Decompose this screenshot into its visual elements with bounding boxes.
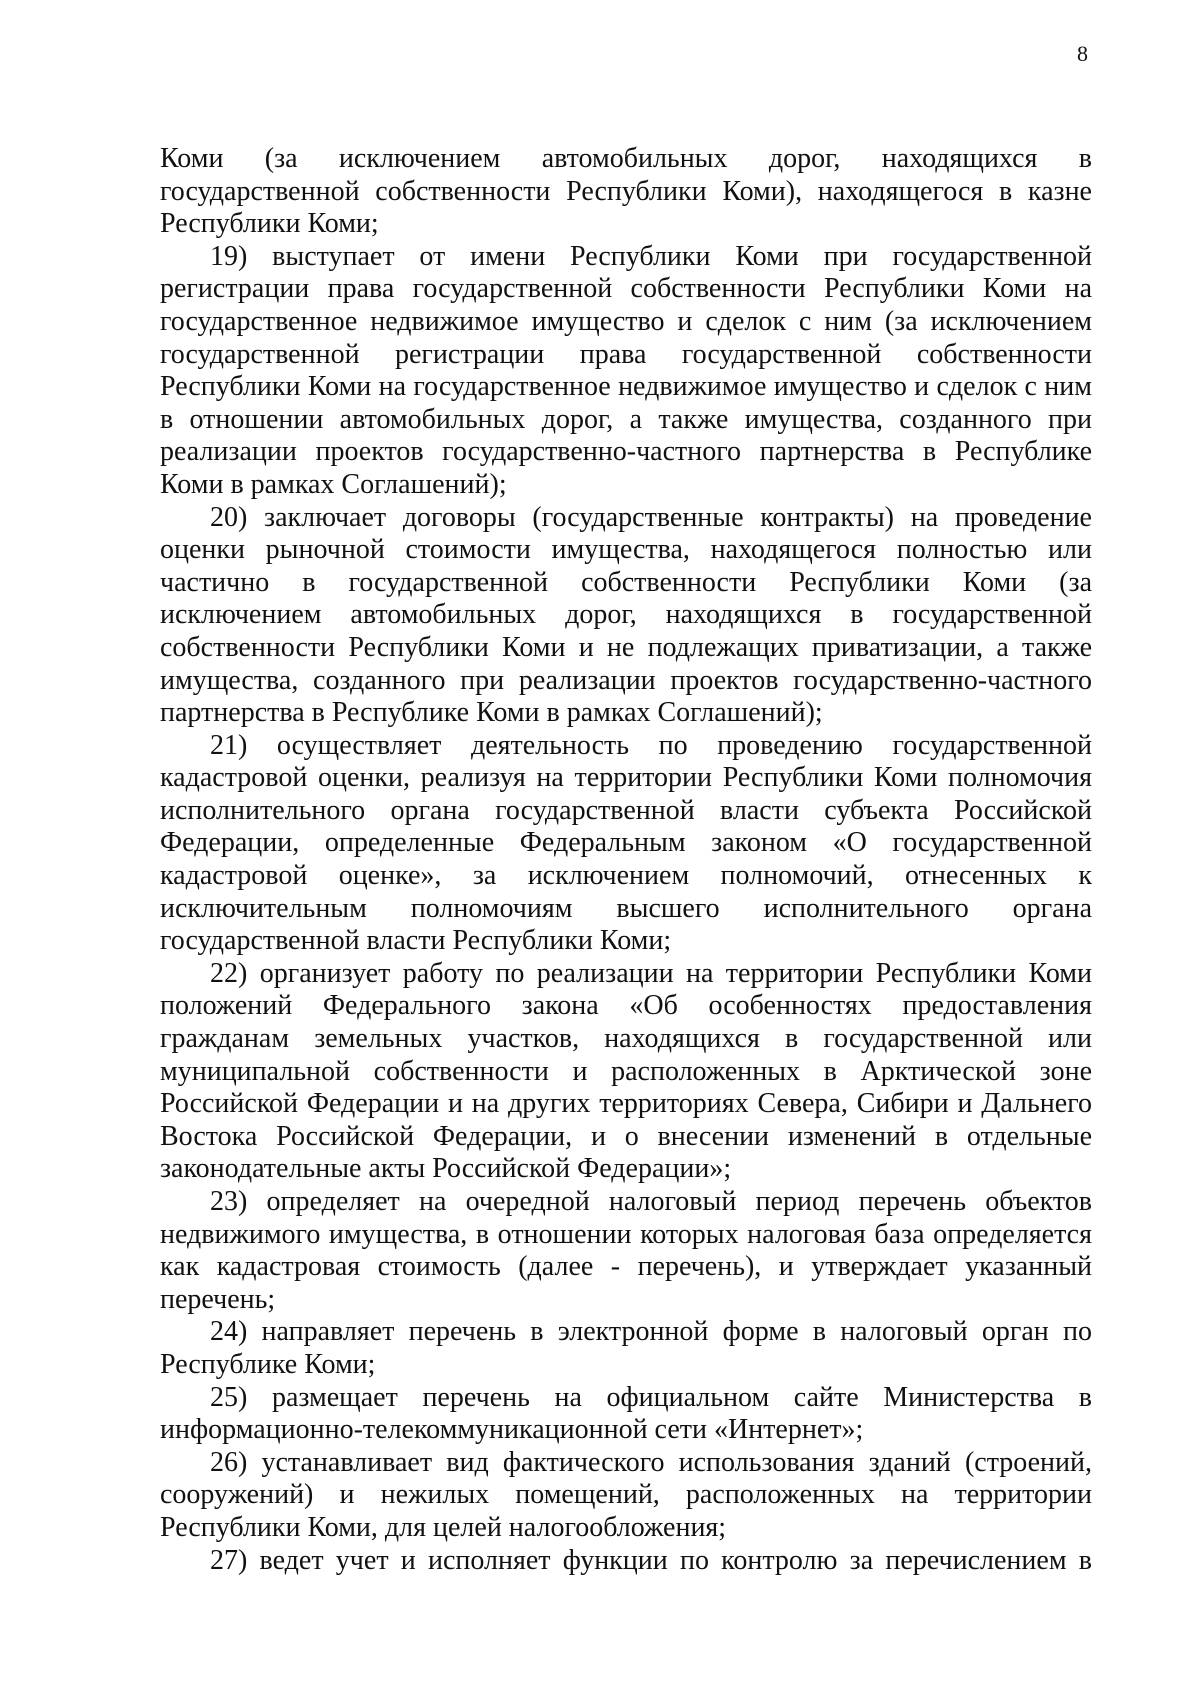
paragraph-item-21: 21) осуществляет деятельность по проведению государственной кадастровой оценки, реализуя на территории Республики Коми полномочия исполнительного органа государственной власти субъекта Российской Федерации, определенные Федеральным законом «О государственной кадастровой оценке», за исключением полномочий, отнесенных к исключительным полномочиям высшего исполнительного органа государственной власти Республики Коми;: [160, 729, 1092, 957]
paragraph-item-27: 27) ведет учет и исполняет функции по контролю за перечислением в: [210, 1544, 1092, 1576]
paragraph-item-20: 20) заключает договоры (государственные контракты) на проведение оценки рыночной стоимости имущества, находящегося полностью или частично в государственной собственности Республики Коми (за исключением автомобильных дорог, находящихся в государственной собственности Республики Коми и не подлежащих приватизации, а также имущества, созданного при реализации проектов государственно-частного партнерства в Республике Коми в рамках Соглашений);: [160, 501, 1092, 729]
paragraph-item-22: 22) организует работу по реализации на территории Республики Коми положений Федерального закона «Об особенностях предоставления гражданам земельных участков, находящихся в государственной или муниципальной собственности и расположенных в Арктической зоне Российской Федерации и на других территориях Севера, Сибири и Дальнего Востока Российской Федерации, и о внесении изменений в отдельные законодательные акты Российской Федерации»;: [160, 957, 1092, 1185]
paragraph-item-25: 25) размещает перечень на официальном сайте Министерства в информационно-телекоммуникационной сети «Интернет»;: [160, 1381, 1092, 1446]
page-number: 8: [1077, 41, 1088, 66]
paragraph-item-19: 19) выступает от имени Республики Коми при государственной регистрации права государственной собственности Республики Коми на государственное недвижимое имущество и сделок с ним (за исключением государственной регистрации права государственной собственности Республики Коми на государственное недвижимое имущество и сделок с ним в отношении автомобильных дорог, а также имущества, созданного при реализации проектов государственно-частного партнерства в Республике Коми в рамках Соглашений);: [160, 240, 1092, 500]
paragraph-item-26: 26) устанавливает вид фактического использования зданий (строений, сооружений) и нежилых помещений, расположенных на территории Республики Коми, для целей налогообложения;: [160, 1446, 1092, 1543]
paragraph-item-24: 24) направляет перечень в электронной форме в налоговый орган по Республике Коми;: [160, 1316, 1092, 1380]
document-body: [160, 143, 1092, 1577]
paragraph-continuation: Коми (за исключением автомобильных дорог, находящихся в государственной собственности Республики Коми), находящегося в казне Республики Коми;: [160, 143, 1092, 240]
paragraph-item-23: 23) определяет на очередной налоговый период перечень объектов недвижимого имущества, в отношении которых налоговая база определяется как кадастровая стоимость (далее - перечень), и утверждает указанный перечень;: [160, 1186, 1092, 1315]
